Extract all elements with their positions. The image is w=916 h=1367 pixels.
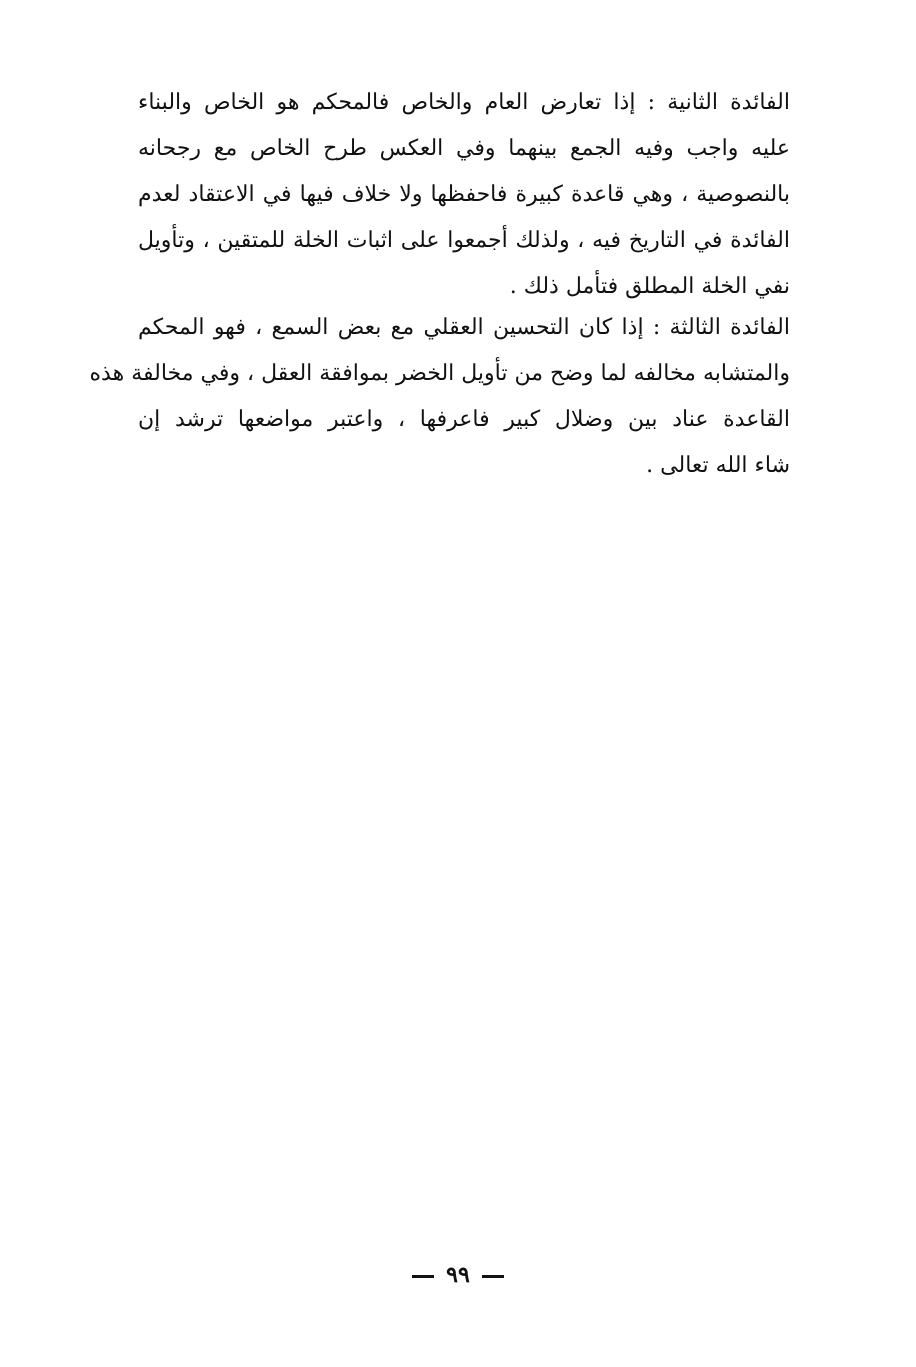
text-line: شاء الله تعالى . — [646, 453, 790, 478]
text-line: الفائدة في التاريخ فيه ، ولذلك أجمعوا على اثبات الخلة للمتقين ، وتأويل — [138, 228, 790, 253]
dash-right — [412, 1275, 434, 1278]
paragraph-second-benefit — [138, 80, 790, 310]
text-line: القاعدة عناد بين وضلال كبير فاعرفها ، واعتبر مواضعها ترشد إن — [138, 407, 790, 432]
text-line: بالنصوصية ، وهي قاعدة كبيرة فاحفظها ولا خلاف فيها في الاعتقاد لعدم — [138, 182, 790, 207]
dash-left — [482, 1275, 504, 1278]
paragraph-third-benefit — [89, 305, 790, 489]
text-line: نفي الخلة المطلق فتأمل ذلك . — [509, 274, 790, 299]
page-number — [0, 1262, 916, 1288]
page-number-value: ٩٩ — [446, 1262, 470, 1288]
text-line: الفائدة الثالثة : إذا كان التحسين العقلي مع بعض السمع ، فهو المحكم — [138, 315, 790, 340]
text-line: عليه واجب وفيه الجمع بينهما وفي العكس طرح الخاص مع رجحانه — [138, 136, 790, 161]
text-line: والمتشابه مخالفه لما وضح من تأويل الخضر بموافقة العقل ، وفي مخالفة هذه — [89, 361, 790, 386]
text-line: الفائدة الثانية : إذا تعارض العام والخاص فالمحكم هو الخاص والبناء — [138, 90, 790, 115]
